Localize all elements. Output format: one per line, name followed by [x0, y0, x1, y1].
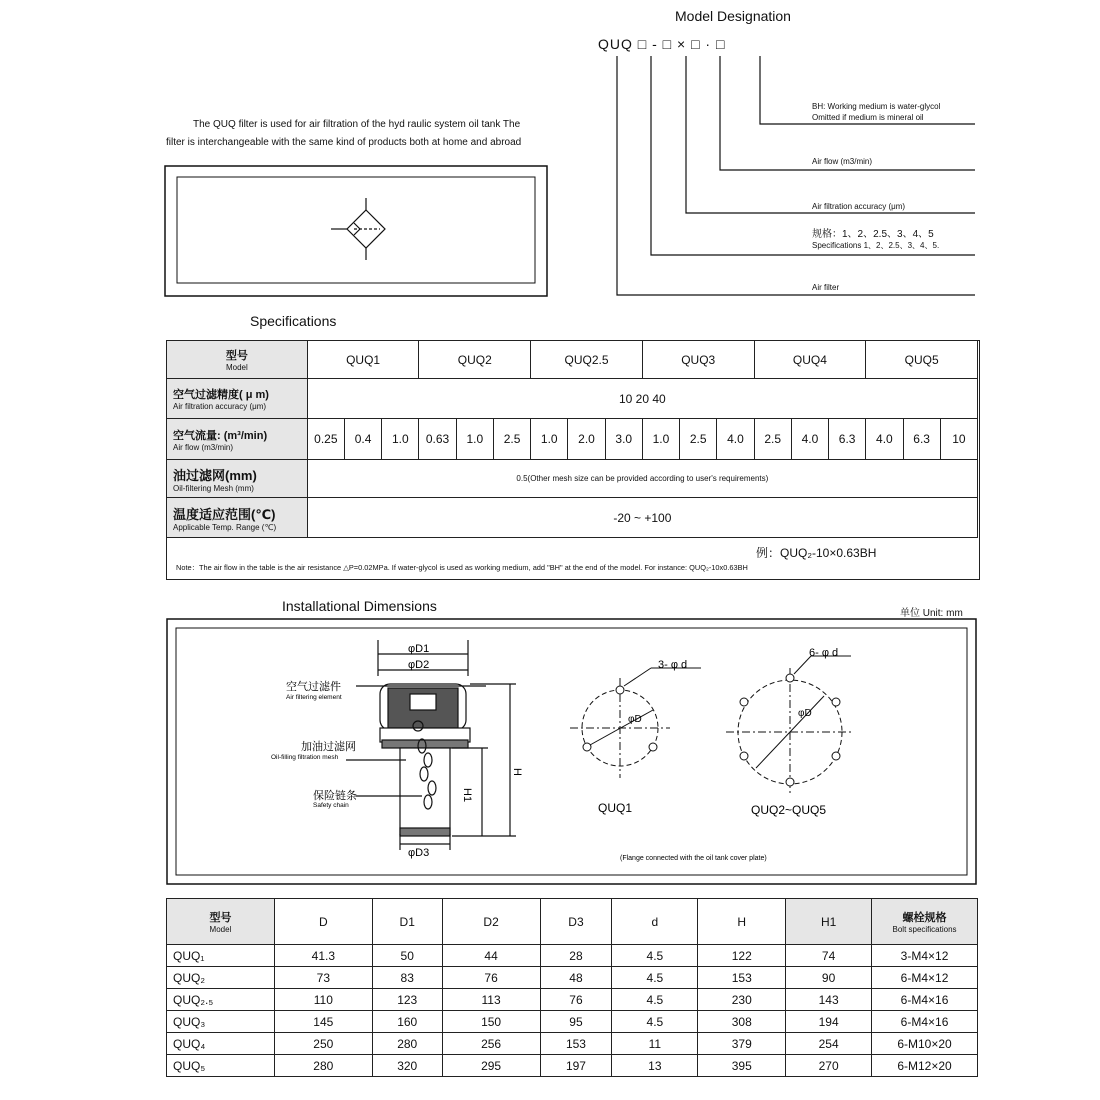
specs-airflow-value: 10: [940, 419, 977, 460]
dims-row-value: 270: [786, 1055, 872, 1077]
dims-row-value: 73: [274, 967, 372, 989]
specs-mesh-label: 油过滤网(mm) Oil-filtering Mesh (mm): [167, 460, 308, 498]
specs-airflow-value: 4.0: [866, 419, 903, 460]
specs-mesh-value: 0.5(Other mesh size can be provided according to user's requirements): [307, 460, 977, 498]
specs-temp-label: 温度适应范围(℃) Applicable Temp. Range (℃): [167, 498, 308, 538]
specs-example: 例：QUQ₂-10×0.63BH: [756, 546, 877, 560]
dims-row-model: QUQ₂: [167, 967, 275, 989]
specs-airflow-value: 2.5: [680, 419, 717, 460]
specs-airflow-value: 1.0: [642, 419, 679, 460]
dims-row-value: 250: [274, 1033, 372, 1055]
dims-header-col: D3: [540, 899, 612, 945]
dims-table: [166, 898, 978, 1077]
dim-label-h1: H1: [461, 788, 473, 803]
label-air-element-en: Air filtering element: [286, 694, 342, 701]
intro-line-1: The QUQ filter is used for air filtration of the hyd raulic system oil tank The: [193, 119, 521, 130]
dims-row-bolt: 6-M4×12: [872, 967, 978, 989]
dims-row-value: 74: [786, 945, 872, 967]
dims-row-value: 28: [540, 945, 612, 967]
dims-header-col: D: [274, 899, 372, 945]
flange-quq25-drawing: [726, 656, 854, 796]
designation-item-airfilter: Air filter: [812, 283, 840, 292]
dims-row-value: 308: [698, 1011, 786, 1033]
dims-row-value: 160: [372, 1011, 442, 1033]
specs-airflow-value: 6.3: [903, 419, 940, 460]
dims-row-value: 153: [540, 1033, 612, 1055]
specs-airflow-value: 3.0: [605, 419, 642, 460]
designation-item-accuracy: Air filtration accuracy (μm): [812, 202, 906, 211]
dims-row-model: QUQ₂.₅: [167, 989, 275, 1011]
dims-row-model: QUQ₃: [167, 1011, 275, 1033]
dims-row-value: 280: [274, 1055, 372, 1077]
dims-row-value: 83: [372, 967, 442, 989]
dims-row-value: 197: [540, 1055, 612, 1077]
table-row: [167, 945, 978, 967]
dims-row-value: 150: [442, 1011, 540, 1033]
specs-airflow-label: 空气流量: (m³/min) Air flow (m3/min): [167, 419, 308, 460]
dims-row-bolt: 6-M10×20: [872, 1033, 978, 1055]
dims-row-model: QUQ₄: [167, 1033, 275, 1055]
dim-label-d1: φD1: [408, 643, 430, 655]
table-row: [167, 1033, 978, 1055]
dims-row-value: 4.5: [612, 967, 698, 989]
dims-header-bolt: 螺栓规格 Bolt specifications: [872, 899, 978, 945]
specs-table: [166, 340, 978, 538]
filter-symbol-box: [164, 165, 549, 298]
dims-row-value: 4.5: [612, 989, 698, 1011]
dims-row-value: 4.5: [612, 1011, 698, 1033]
dims-row-value: 48: [540, 967, 612, 989]
dims-row-value: 76: [442, 967, 540, 989]
specs-model-quq4: QUQ4: [754, 341, 866, 379]
specs-model-quq1: QUQ1: [307, 341, 419, 379]
specs-accuracy-value: 10 20 40: [307, 379, 977, 419]
dims-row-value: 280: [372, 1033, 442, 1055]
label-chain-cn: 保险链条: [313, 790, 357, 802]
label-fill-mesh-cn: 加油过滤网: [301, 741, 356, 753]
dims-row-model: QUQ₅: [167, 1055, 275, 1077]
filter-symbol-icon: [331, 198, 385, 260]
specs-airflow-value: 2.0: [568, 419, 605, 460]
designation-title: Model Designation: [675, 8, 791, 24]
label-phid-1: φD: [628, 714, 642, 725]
specs-airflow-value: 0.4: [344, 419, 381, 460]
specs-accuracy-label: 空气过滤精度( μ m) Air filtration accuracy (μm): [167, 379, 308, 419]
dims-header-col: H: [698, 899, 786, 945]
specs-title: Specifications: [250, 313, 337, 329]
dims-row-bolt: 6-M4×16: [872, 989, 978, 1011]
dims-row-value: 230: [698, 989, 786, 1011]
specs-airflow-value: 0.63: [419, 419, 456, 460]
label-air-element-cn: 空气过滤件: [286, 681, 341, 693]
dims-row-value: 110: [274, 989, 372, 1011]
label-phid-2: φD: [798, 708, 812, 719]
specs-temp-value: -20 ~ +100: [307, 498, 977, 538]
dims-row-bolt: 6-M4×16: [872, 1011, 978, 1033]
label-holes-6: 6- φ d: [809, 647, 839, 659]
dims-header-col: d: [612, 899, 698, 945]
designation-item-spec-cn: 规格：1、2、2.5、3、4、5: [812, 229, 934, 240]
dims-row-value: 4.5: [612, 945, 698, 967]
specs-airflow-value: 1.0: [531, 419, 568, 460]
install-unit: 单位 Unit: mm: [900, 608, 963, 619]
specs-airflow-value: 0.25: [307, 419, 344, 460]
dims-row-value: 44: [442, 945, 540, 967]
dims-row-value: 379: [698, 1033, 786, 1055]
dims-header-col: D1: [372, 899, 442, 945]
dim-label-d2: φD2: [408, 659, 430, 671]
label-holes-3: 3- φ d: [658, 659, 688, 671]
dims-row-value: 50: [372, 945, 442, 967]
dims-row-value: 90: [786, 967, 872, 989]
specs-model-quq5: QUQ5: [866, 341, 978, 379]
dims-row-value: 123: [372, 989, 442, 1011]
specs-airflow-value: 2.5: [493, 419, 530, 460]
label-quq1: QUQ1: [598, 801, 633, 815]
label-chain-en: Safety chain: [313, 802, 349, 809]
specs-airflow-value: 1.0: [456, 419, 493, 460]
dims-row-value: 113: [442, 989, 540, 1011]
dims-row-value: 122: [698, 945, 786, 967]
label-fill-mesh-en: Oil-filling filtration mesh: [271, 754, 339, 761]
specs-airflow-value: 2.5: [754, 419, 791, 460]
specs-airflow-value: 4.0: [717, 419, 754, 460]
designation-item-airflow: Air flow (m3/min): [812, 157, 873, 166]
dims-header-col: D2: [442, 899, 540, 945]
table-row: [167, 1011, 978, 1033]
label-flange-note: (Flange connected with the oil tank cover plate): [620, 855, 767, 862]
designation-item-bh-1: BH: Working medium is water-glycol: [812, 102, 941, 111]
specs-model-quq25: QUQ2.5: [531, 341, 643, 379]
table-row: [167, 967, 978, 989]
designation-item-bh-2: Omitted if medium is mineral oil: [812, 113, 924, 122]
dims-row-value: 76: [540, 989, 612, 1011]
dims-row-bolt: 3-M4×12: [872, 945, 978, 967]
specs-model-quq3: QUQ3: [642, 341, 754, 379]
install-title: Installational Dimensions: [282, 598, 437, 614]
dims-row-value: 143: [786, 989, 872, 1011]
dims-row-bolt: 6-M12×20: [872, 1055, 978, 1077]
dim-label-h: H: [511, 768, 523, 776]
dims-row-value: 145: [274, 1011, 372, 1033]
specs-model-quq2: QUQ2: [419, 341, 531, 379]
dims-row-value: 254: [786, 1033, 872, 1055]
specs-model-header: 型号 Model: [167, 341, 308, 379]
specs-airflow-value: 4.0: [791, 419, 828, 460]
intro-line-2: filter is interchangeable with the same kind of products both at home and abroad: [166, 137, 522, 148]
specs-airflow-value: 6.3: [829, 419, 866, 460]
dims-row-value: 41.3: [274, 945, 372, 967]
label-quq2-5: QUQ2~QUQ5: [751, 803, 827, 817]
dims-row-value: 153: [698, 967, 786, 989]
dims-row-value: 256: [442, 1033, 540, 1055]
specs-note: Note：The air flow in the table is the air resistance △P=0.02MPa. If water-glycol is used as working medium, add "BH" at the end of the model. For instance: QUQ₂-10x0.63BH: [176, 563, 748, 572]
install-drawing: [166, 618, 978, 886]
dims-row-value: 95: [540, 1011, 612, 1033]
designation-item-spec-en: Specifications 1、2、2.5、3、4、5.: [812, 241, 940, 250]
designation-code: QUQ □ - □ × □ · □: [598, 36, 726, 52]
dims-row-value: 194: [786, 1011, 872, 1033]
specs-airflow-value: 1.0: [382, 419, 419, 460]
dim-label-d3: φD3: [408, 847, 430, 859]
filter-body-drawing: [346, 640, 516, 850]
table-row: [167, 1055, 978, 1077]
dims-header-model: 型号 Model: [167, 899, 275, 945]
table-row: [167, 989, 978, 1011]
dims-row-value: 395: [698, 1055, 786, 1077]
dims-row-model: QUQ₁: [167, 945, 275, 967]
dims-row-value: 320: [372, 1055, 442, 1077]
dims-row-value: 295: [442, 1055, 540, 1077]
dims-row-value: 11: [612, 1033, 698, 1055]
dims-header-col: H1: [786, 899, 872, 945]
dims-row-value: 13: [612, 1055, 698, 1077]
